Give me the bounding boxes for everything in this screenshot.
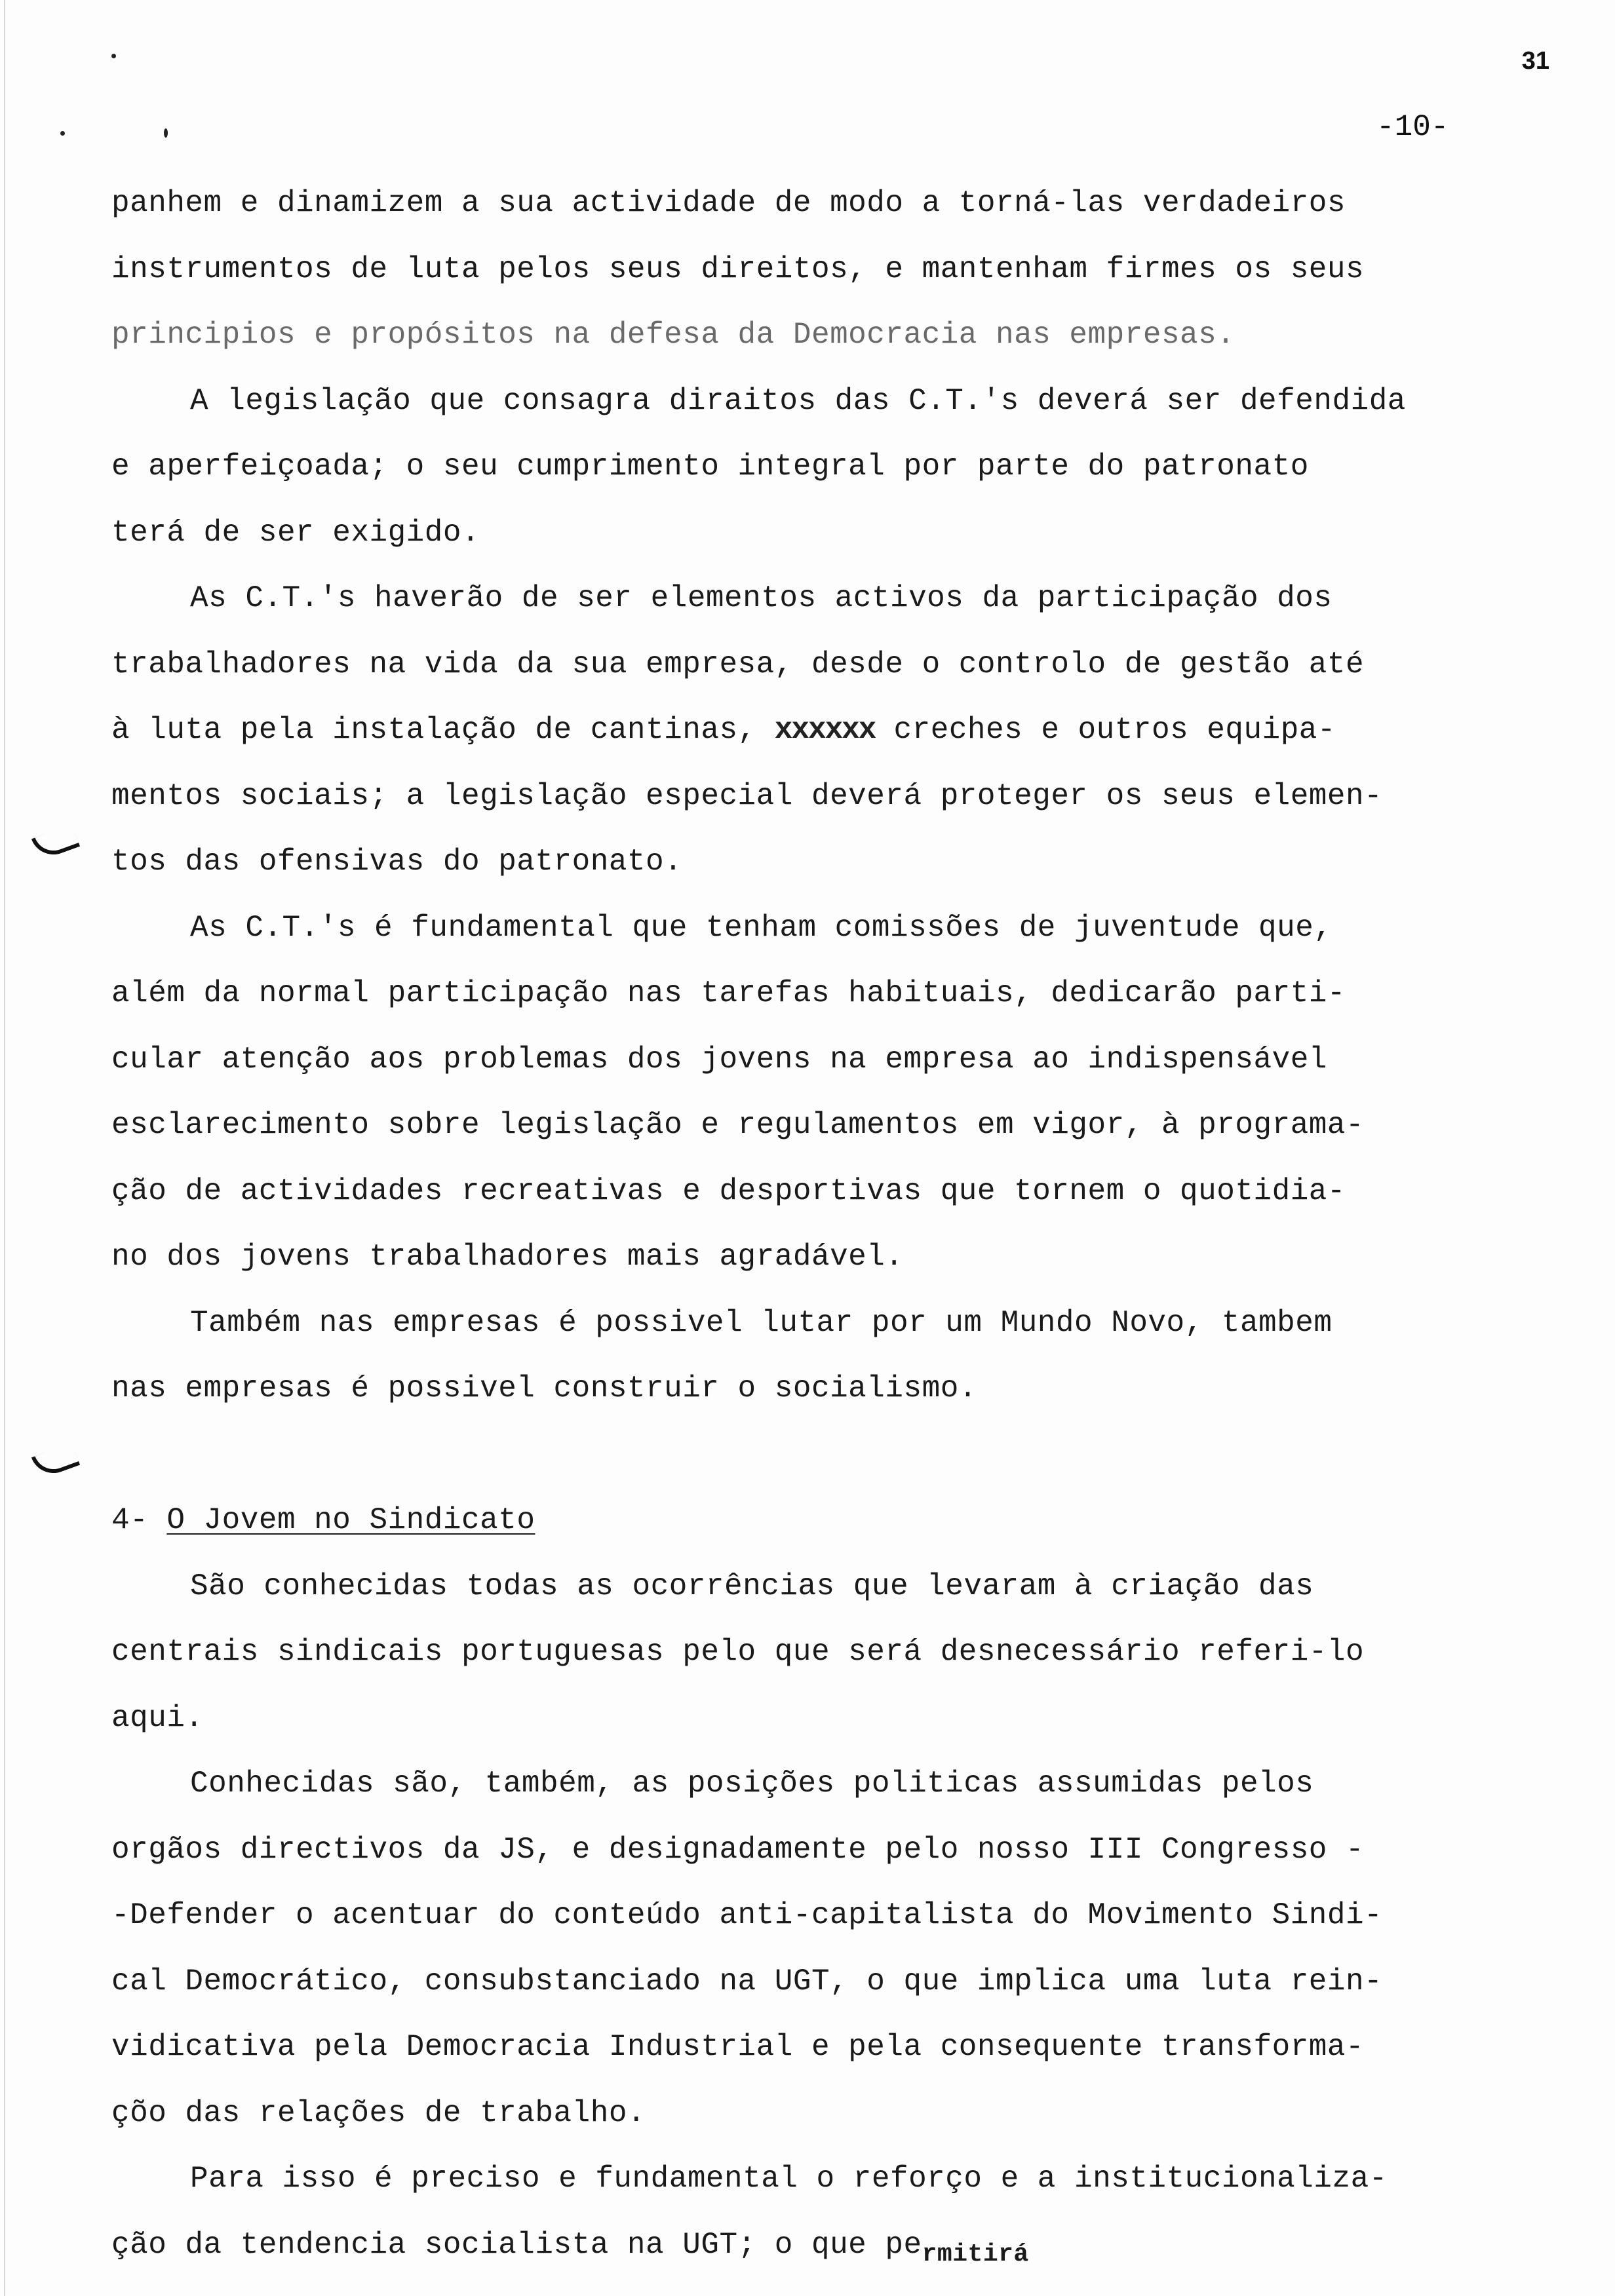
section-heading [111, 1487, 1540, 1554]
text-line: mentos sociais; a legislação especial deverá proteger os seus elemen- [111, 778, 1383, 813]
text-line: -Defender o acentuar do conteúdo anti-capitalista do Movimento Sindi- [111, 1898, 1383, 1932]
text-line: principios e propósitos na defesa da Democracia nas empresas. [111, 318, 1236, 352]
struck-out-text: xxxxxx [774, 713, 876, 747]
text-segment: à luta pela instalação de cantinas, [111, 713, 775, 747]
text-line: Conhecidas são, também, as posições politicas assumidas pelos [190, 1767, 1314, 1801]
page-number: -10- [1376, 110, 1449, 144]
text-line [111, 2212, 1540, 2278]
archive-number: 31 [1521, 47, 1549, 75]
ink-speck [164, 128, 168, 138]
text-line: São conhecidas todas as ocorrências que levaram à criação das [190, 1569, 1314, 1603]
text-line: esclarecimento sobre legislação e regulamentos em vigor, à programa- [111, 1108, 1365, 1142]
section-title: O Jovem no Sindicato [166, 1503, 535, 1537]
text-line: ção de actividades recreativas e desportivas que tornem o quotidia- [111, 1174, 1346, 1208]
body-text [111, 170, 1540, 2278]
text-line: nas empresas é possivel construir o socialismo. [111, 1371, 977, 1406]
text-line: e aperfeiçoada; o seu cumprimento integral por parte do patronato [111, 450, 1309, 484]
text-line: cular atenção aos problemas dos jovens na empresa ao indispensável [111, 1042, 1327, 1077]
ink-speck [60, 131, 65, 136]
section-spacer [111, 1422, 1540, 1488]
text-line: tos das ofensivas do patronato. [111, 845, 683, 879]
margin-hook-mark [31, 1443, 80, 1480]
text-line: Também nas empresas é possivel lutar por um Mundo Novo, tambem [190, 1305, 1333, 1340]
text-line: aqui. [111, 1700, 204, 1735]
text-line: além da normal participação nas tarefas habituais, dedicarão parti- [111, 976, 1346, 1010]
overtyped-word: rmitirá [922, 2240, 1029, 2268]
ink-speck [111, 54, 116, 58]
text-line: trabalhadores na vida da sua empresa, desde o controlo de gestão até [111, 647, 1365, 681]
text-line: panhem e dinamizem a sua actividade de modo a torná-las verdadeiros [111, 186, 1346, 220]
text-segment: ção da tendencia socialista na UGT; o que pe [111, 2227, 922, 2262]
text-line: As C.T.'s é fundamental que tenham comissões de juventude que, [190, 910, 1333, 945]
margin-hook-mark [31, 824, 80, 861]
text-line [111, 697, 1540, 763]
text-line: vidicativa pela Democracia Industrial e pela consequente transforma- [111, 2030, 1365, 2064]
text-line: orgãos directivos da JS, e designadamente pelo nosso III Congresso - [111, 1832, 1365, 1867]
text-line: cal Democrático, consubstanciado na UGT, o que implica uma luta rein- [111, 1964, 1383, 1999]
scan-edge-line [4, 0, 5, 2296]
text-line: no dos jovens trabalhadores mais agradável. [111, 1240, 904, 1274]
text-line: As C.T.'s haverão de ser elementos activos da participação dos [190, 581, 1333, 615]
text-line: centrais sindicais portuguesas pelo que será desnecessário referi-lo [111, 1635, 1365, 1669]
text-segment: creches e outros equipa- [875, 713, 1336, 747]
text-line: A legislação que consagra diraitos das C.T.'s deverá ser defendida [190, 383, 1406, 418]
text-line: Para isso é preciso e fundamental o reforço e a institucionaliza- [190, 2162, 1388, 2196]
text-line: instrumentos de luta pelos seus direitos, e mantenham firmes os seus [111, 252, 1365, 286]
text-line: terá de ser exigido. [111, 515, 480, 550]
text-line: çõo das relações de trabalho. [111, 2095, 646, 2130]
section-number: 4- [111, 1503, 149, 1537]
